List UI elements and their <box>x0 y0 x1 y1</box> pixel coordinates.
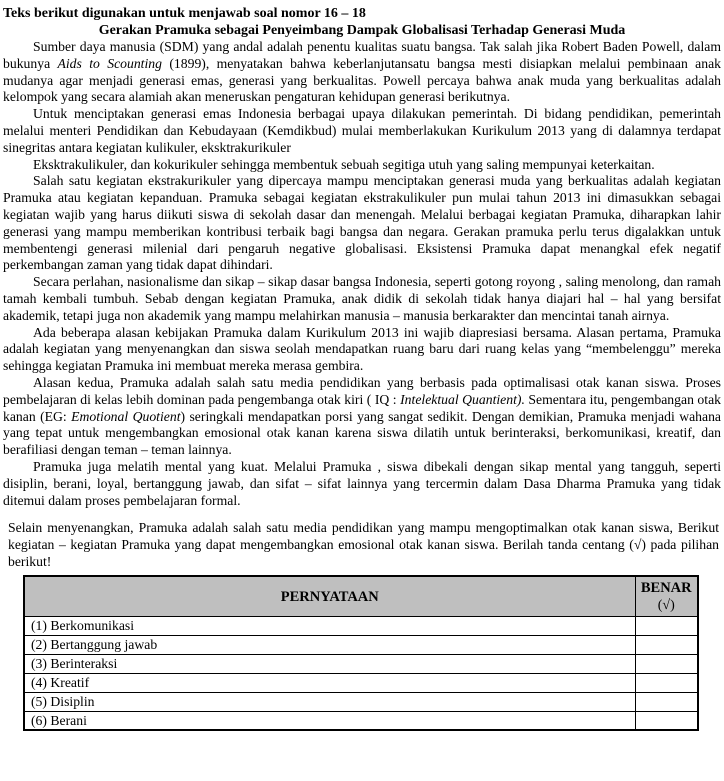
table-row <box>24 654 698 673</box>
statement-cell: (3) Berinteraksi <box>24 654 635 673</box>
text-segment: Alasan kedua, Pramuka adalah salah satu media pendidikan yang berbasis pada optimalisasi otak kanan siswa. Proses pembelajaran di kelas lebih dominan pada pengembanga otak kiri ( IQ : <box>3 374 721 407</box>
answer-cell-4[interactable] <box>635 673 698 692</box>
answer-cell-5[interactable] <box>635 692 698 711</box>
text-segment: Secara perlahan, nasionalisme dan sikap – sikap dasar bangsa Indonesia, seperti gotong royong , saling menolong, dan ramah tamah kembali tumbuh. Sebab dengan kegiatan Pramuka, anak didik di sekolah tidak hanya diajari hal – hal yang bersifat akademik, tetapi juga non akademik yang mampu melahirkan manusia – manusia berkarakter dan mencintai tanah airnya. <box>3 274 721 323</box>
paragraph-6 <box>3 325 721 375</box>
statement-column-header: PERNYATAAN <box>24 576 635 616</box>
paragraph-5 <box>3 274 721 324</box>
italic-text-segment: Aids to Scounting <box>57 55 162 71</box>
statement-cell: (4) Kreatif <box>24 673 635 692</box>
table-row <box>24 692 698 711</box>
answer-cell-1[interactable] <box>635 616 698 635</box>
italic-text-segment: Intelektual Quantient). <box>400 391 525 407</box>
article-body <box>3 39 721 509</box>
benar-label: BENAR <box>640 579 692 596</box>
table-row <box>24 616 698 635</box>
text-segment: Salah satu kegiatan ekstrakurikuler yang dipercaya mampu menciptakan generasi muda yang berkualitas adalah kegiatan Pramuka atau kegiatan kepanduan. Pramuka sebagai kegiatan ekstrakulikuler pun mulai tahun 2013 ini dimasukkan sebagai kegiatan wajib yang harus diikuti siswa di sekolah dasar dan menengah. Melalui berbagai kegiatan Pramuka, diharapkan lahir generasi yang mampu memberikan kontribusi terbaik bagi bangsa dan negara. Gerakan pramuka perlu terus digalakkan untuk membentengi generasi milenial dari pengaruh negative globalisasi. Eksistensi Pramuka dapat menangkal efek negatif perkembangan zaman yang tidak dapat dihindari. <box>3 173 721 273</box>
table-header-row <box>24 576 698 616</box>
text-segment: Untuk menciptakan generasi emas Indonesia berbagai upaya dilakukan pemerintah. Di bidang pendidikan, pemerintah melalui menteri Pendidikan dan Kebudayaan (Kemdikbud) mulai memberlakukan Kurikulum 2013 yang di dalamnya terdapat sinegritas antara kegiatan kulikuler, eksktrakurikuler <box>3 106 721 155</box>
text-segment: ) seringkali mendapatkan porsi yang sangat sedikit. Dengan demikian, Pramuka menjadi wahana yang tepat untuk mengembangkan emosional otak kanan karena siswa dilatih untuk berinteraksi, berkomunikasi, kreatif, dan berafiliasi dengan teman – teman lainnya. <box>3 408 721 458</box>
answer-cell-2[interactable] <box>635 635 698 654</box>
article-title: Gerakan Pramuka sebagai Penyeimbang Dampak Globalisasi Terhadap Generasi Muda <box>98 23 626 38</box>
paragraph-4 <box>3 173 721 274</box>
statement-cell: (2) Bertanggung jawab <box>24 635 635 654</box>
paragraph-2 <box>3 106 721 156</box>
checkmark-symbol-label: (√) <box>657 597 675 613</box>
statement-cell: (5) Disiplin <box>24 692 635 711</box>
table-row <box>24 673 698 692</box>
answer-cell-3[interactable] <box>635 654 698 673</box>
text-segment: (1899), menyatakan bahwa keberlanjutansatu bangsa mesti disiapkan melalui pembinaan anak mudanya agar menjadi generasi emas, generasi yang berkualitas. Powell percaya bahwa anak muda yang berkualitas adalah kelompok yang secara alamiah akan meneruskan pengaturan kehidupan generasi berikutnya. <box>3 55 722 105</box>
answer-cell-6[interactable] <box>635 711 698 730</box>
table-row <box>24 635 698 654</box>
text-segment: Pramuka juga melatih mental yang kuat. Melalui Pramuka , siswa dibekali dengan sikap mental yang tangguh, seperti disiplin, berani, loyal, bertanggung jawab, dan sifat – sifat lainnya yang tercermin dalam Dasa Dharma Pramuka yang tidak ditemui dalam proses pembelajaran formal. <box>3 458 721 508</box>
statement-cell: (1) Berkomunikasi <box>24 616 635 635</box>
checklist-instruction: Selain menyenangkan, Pramuka adalah salah satu media pendidikan yang mampu mengoptimalkan otak kanan siswa, Berikut kegiatan – kegiatan Pramuka yang dapat mengembangkan emosional otak kanan siswa. Berilah tanda centang (√) pada pilihan berikut! <box>8 520 719 570</box>
question-range-note: Teks berikut digunakan untuk menjawab soal nomor 16 – 18 <box>3 6 366 21</box>
text-segment: Sumber daya manusia (SDM) yang andal adalah penentu kualitas suatu bangsa. Tak salah jika Robert Baden Powell, dalam bukunya <box>3 39 721 71</box>
text-segment: Ada beberapa alasan kebijakan Pramuka dalam Kurikulum 2013 ini wajib diapresiasi bersama. Alasan pertama, Pramuka adalah kegiatan yang menyenangkan dan siswa seolah mendapatkan ruang baru dari ruang kelas yang “membelenggu” mereka sehingga kegiatan Pramuka ini membuat mereka merasa gembira. <box>3 324 721 374</box>
paragraph-8 <box>3 459 721 509</box>
table-row <box>24 711 698 730</box>
text-segment: Sementara itu, pengembangan otak kanan (EG: <box>3 391 721 424</box>
paragraph-3 <box>3 157 721 174</box>
text-segment: Eksktrakulikuler, dan kokurikuler sehingga membentuk sebuah segitiga utuh yang saling mempunyai keterkaitan. <box>33 156 655 172</box>
benar-column-header <box>635 576 698 616</box>
statement-cell: (6) Berani <box>24 711 635 730</box>
checklist-table <box>23 575 699 731</box>
paragraph-7 <box>3 375 721 459</box>
italic-text-segment: Emotional Quotient <box>71 408 181 424</box>
paragraph-1 <box>3 39 721 106</box>
